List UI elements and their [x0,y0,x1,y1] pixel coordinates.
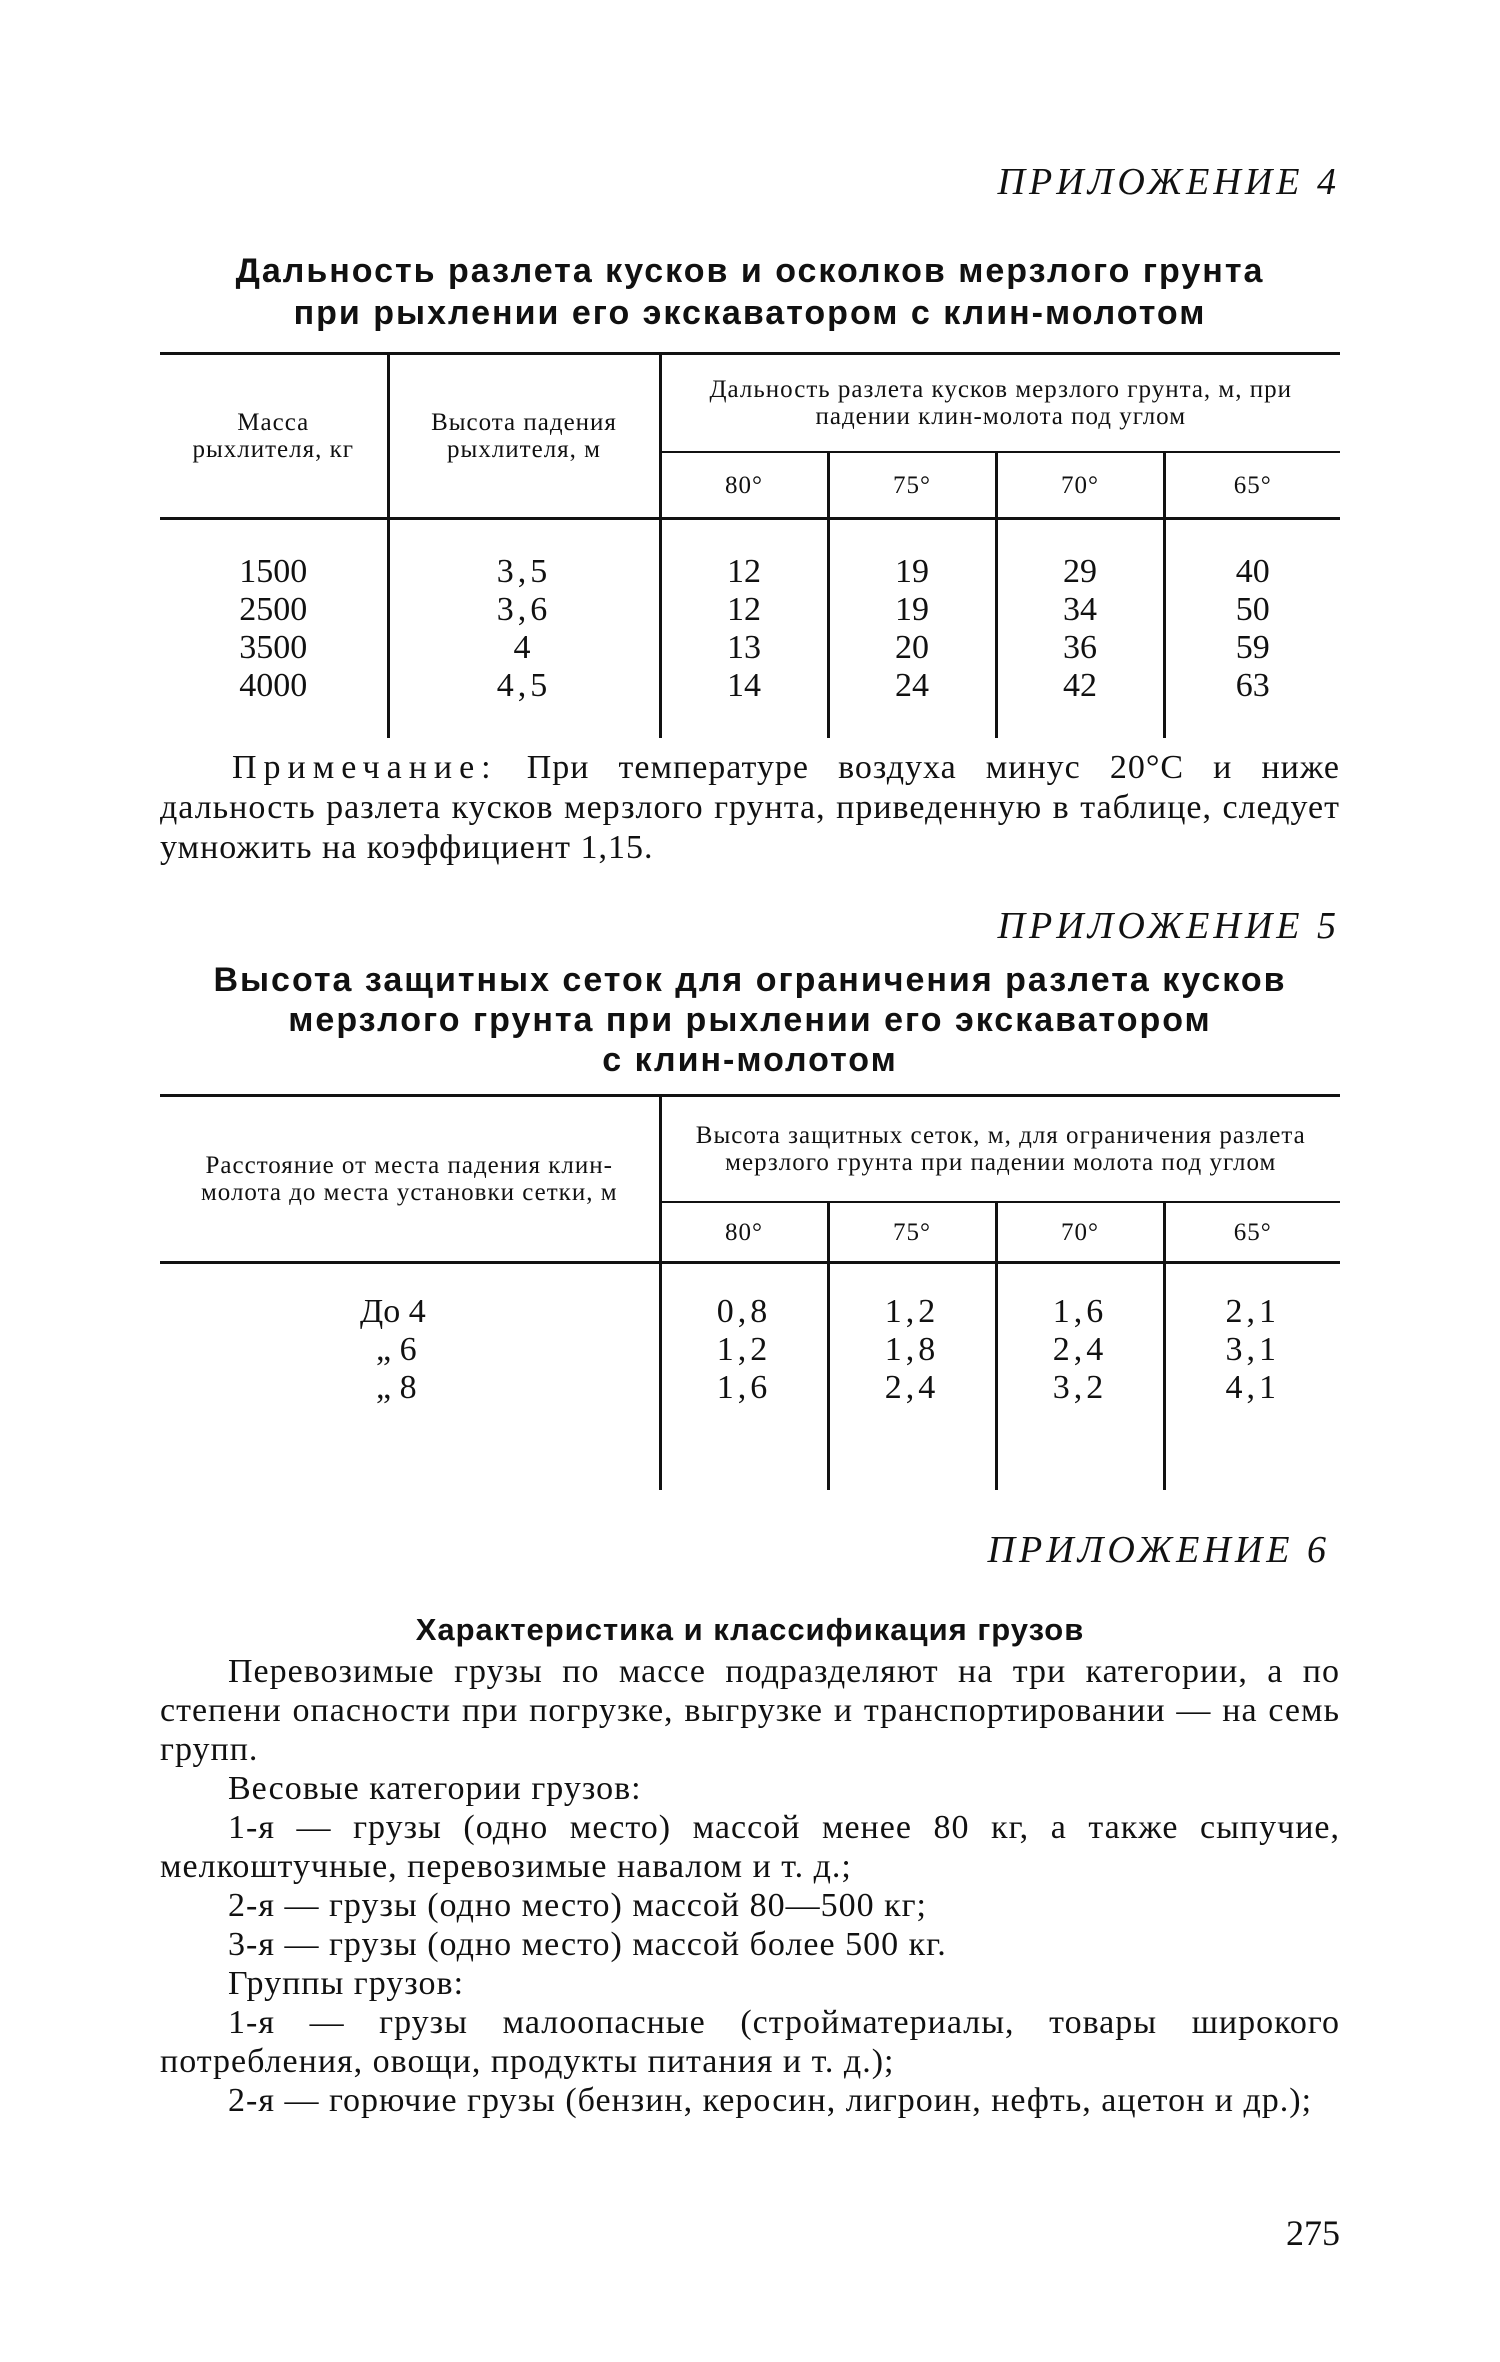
cell-70: 2,4 [996,1331,1164,1369]
cell-65: 40 [1235,553,1270,590]
cell-height: 3,5 [388,519,660,592]
table-row [160,629,1340,667]
appendix-5-title-line-3: с клин-молотом [602,1041,898,1079]
table-row [160,667,1340,738]
col-height-header: Высота падения рыхлителя, м [388,354,660,519]
cell-65: 4,1 [1225,1369,1280,1406]
cell-height: 3,6 [388,591,660,629]
appendix-5-title-line-1: Высота защитных сеток для ограничения разлета кусков [213,961,1287,999]
appendix-6-subtitle: Характеристика и классификация грузов [415,1612,1085,1647]
cell-70: 3,2 [996,1369,1164,1490]
cell-mass: 3500 [160,629,388,667]
cell-distance: До 4 [160,1263,660,1332]
table-row [160,591,1340,629]
cell-80: 12 [660,591,828,629]
cell-65: 2,1 [1225,1293,1280,1330]
cell-80: 0,8 [660,1263,828,1332]
col-mass-header: Масса рыхлителя, кг [160,354,388,519]
paragraph: 1-я — грузы малоопасные (стройматериалы, товары широкого потребления, овощи, продукты питания и т. д.); [160,2004,1340,2080]
cell-70: 34 [996,591,1164,629]
cell-80: 12 [660,519,828,592]
cell-65: 63 [1235,667,1270,704]
note-label: Примечание: [232,749,498,786]
paragraph: Группы грузов: [228,1965,465,2002]
cell-distance: „ 8 [160,1369,660,1490]
cell-80: 1,2 [660,1331,828,1369]
paragraph: 3-я — грузы (одно место) массой более 500 кг. [228,1926,947,1963]
cell-70: 36 [996,629,1164,667]
appendix-4-note [160,748,1340,868]
paragraph: 1-я — грузы (одно место) массой менее 80 кг, а также сыпучие, мелкоштучные, перевозимые навалом и т. д.; [160,1809,1340,1885]
angle-70-header: 70° [996,452,1164,519]
cell-80: 14 [660,667,828,738]
col-group-header: Высота защитных сеток, м, для ограничения разлета мерзлого грунта при падении молота под углом [660,1096,1340,1203]
col-group-header: Дальность разлета кусков мерзлого грунта, м, при падении клин-молота под углом [660,354,1340,453]
appendix-6-body [160,1652,1340,2120]
paragraph: 2-я — грузы (одно место) массой 80—500 кг; [228,1887,928,1924]
cell-65: 59 [1235,629,1270,666]
appendix-5-heading: ПРИЛОЖЕНИЕ 5 [997,905,1340,947]
appendix-4-title [160,250,1340,334]
cell-mass: 4000 [160,667,388,738]
angle-80-header: 80° [660,1202,828,1263]
table-row [160,519,1340,592]
cell-height: 4,5 [388,667,660,738]
table-row [160,1331,1340,1369]
paragraph: Перевозимые грузы по массе подразделяют на три категории, а по степени опасности при погрузке, выгрузке и транспортировании — на семь групп. [160,1653,1340,1768]
appendix-6-heading: ПРИЛОЖЕНИЕ 6 [987,1529,1330,1571]
cell-75: 20 [828,629,996,667]
angle-80-header: 80° [660,452,828,519]
cell-distance: „ 6 [160,1331,660,1369]
cell-80: 13 [660,629,828,667]
cell-70: 1,6 [996,1263,1164,1332]
cell-75: 2,4 [828,1369,996,1490]
cell-mass: 1500 [160,519,388,592]
cell-75: 1,2 [828,1263,996,1332]
table-row [160,1369,1340,1490]
scatter-distance-table [160,352,1340,738]
note-text: При температуре воздуха минус 20°С и ниже дальность разлета кусков мерзлого грунта, приведенную в таблице, следует умножить на коэффициент 1,15. [160,749,1340,866]
cell-75: 1,8 [828,1331,996,1369]
appendix-4-title-line-2: при рыхлении его экскаватором с клин-молотом [293,294,1207,332]
col-distance-header: Расстояние от места падения клин-молота до места установки сетки, м [160,1096,660,1263]
angle-65-header: 65° [1233,471,1272,499]
table-row [160,1263,1340,1332]
cell-80: 1,6 [660,1369,828,1490]
angle-70-header: 70° [996,1202,1164,1263]
paragraph: 2-я — горючие грузы (бензин, керосин, лигроин, нефть, ацетон и др.); [228,2082,1313,2119]
cell-65: 3,1 [1225,1331,1280,1368]
angle-75-header: 75° [828,452,996,519]
appendix-4-title-line-1: Дальность разлета кусков и осколков мерзлого грунта [235,252,1265,290]
cell-75: 19 [828,519,996,592]
appendix-4-heading: ПРИЛОЖЕНИЕ 4 [997,161,1340,203]
cell-65: 50 [1235,591,1270,628]
cell-70: 29 [996,519,1164,592]
appendix-5-title [160,960,1340,1080]
appendix-5-title-line-2: мерзлого грунта при рыхлении его экскаватором [288,1001,1212,1039]
angle-65-header: 65° [1233,1218,1272,1246]
cell-height: 4 [388,629,660,667]
cell-75: 24 [828,667,996,738]
page-number: 275 [1286,2213,1340,2253]
cell-75: 19 [828,591,996,629]
angle-75-header: 75° [828,1202,996,1263]
cell-mass: 2500 [160,591,388,629]
paragraph: Весовые категории грузов: [228,1770,642,1807]
cell-70: 42 [996,667,1164,738]
net-height-table [160,1094,1340,1490]
